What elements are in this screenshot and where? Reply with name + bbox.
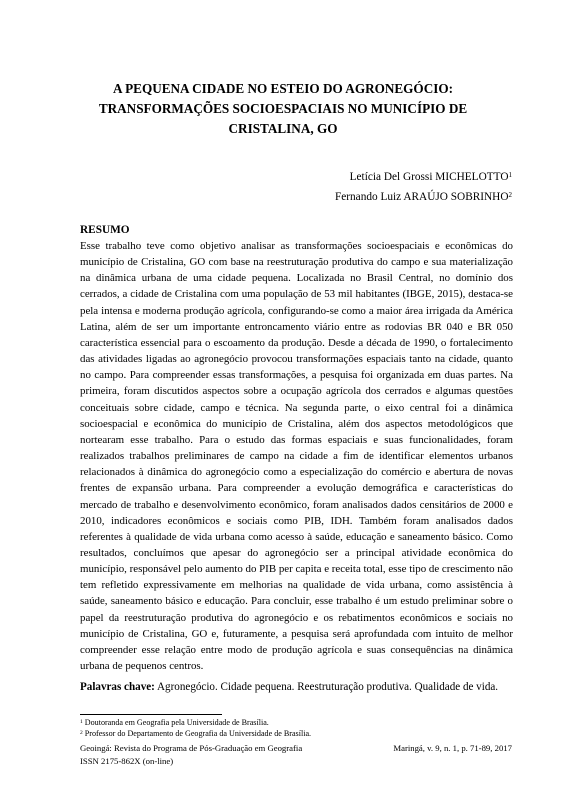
author-list (335, 167, 512, 207)
footnote-2-text: Professor do Departamento de Geografia da Universidade de Brasília. (84, 729, 312, 738)
footnote-divider (80, 714, 222, 715)
article-title (60, 79, 506, 139)
footnote-2 (80, 728, 311, 739)
footnote-1 (80, 717, 311, 728)
abstract-heading: RESUMO (80, 224, 130, 236)
footnote-2-mark: 2 (80, 730, 83, 736)
journal-info (80, 742, 302, 768)
author-2-name: Fernando Luiz ARAÚJO SOBRINHO (334, 191, 509, 203)
keywords-text: Agronegócio. Cidade pequena. Reestruturação produtiva. Qualidade de vida. (157, 681, 499, 693)
keywords (80, 680, 520, 694)
author-2-mark: 2 (508, 191, 512, 199)
journal-citation: Maringá, v. 9, n. 1, p. 71-89, 2017 (393, 743, 512, 753)
footnote-1-text: Doutoranda em Geografia pela Universidade de Brasília. (84, 718, 269, 727)
author-1 (335, 167, 512, 187)
keywords-label: Palavras chave: (80, 681, 155, 693)
journal-issn: ISSN 2175-862X (on-line) (80, 756, 174, 766)
title-line-2: TRANSFORMAÇÕES SOCIOESPACIAIS NO MUNICÍPIO DE (98, 101, 468, 116)
journal-name: Geoingá: Revista do Programa de Pós-Graduação em Geografia (80, 743, 303, 753)
author-1-mark: 1 (508, 171, 512, 179)
author-1-name: Letícia Del Grossi MICHELOTTO (349, 171, 509, 183)
author-2 (335, 187, 512, 207)
footnotes (80, 717, 311, 739)
abstract-body: Esse trabalho teve como objetivo analisar as transformações socioespaciais e econômicas do município de Cristalina, GO com base na reestruturação produtiva do campo e sua materialização na dinâmica urbana de uma cidade pequena. Localizada no Brasil Central, no domínio dos cerrados, a cidade de Cristalina com uma população de 53 mil habitantes (IBGE, 2015), destaca-se pela intensa e moderna produção agrícola, configurando-se como a maior área irrigada da América Latina, além de ser um importante entroncamento viário entre as rodovias BR 040 e BR 050 característica essencial para o escoamento da produção. Desde a década de 1990, o fortalecimento das atividades ligadas ao agronegócio provocou transformações espaciais tanto na cidade, quanto no campo. Para compreender essas transformações, a pesquisa foi organizada em duas partes. Na primeira, foram discutidos aspectos sobre a ocupação agrícola dos cerrados e algumas questões conceituais sobre cidade, campo e técnica. Na segunda parte, o eixo central foi a dinâmica socioespacial e econômica do município de Cristalina, além dos aspectos metodológicos que nortearam esse trabalho. Para o estudo das formas espaciais e suas funcionalidades, foram realizados trabalhos preliminares de campo na cidade a fim de identificar elementos urbanos relacionados à dinâmica do agronegócio como a especialização do comércio e abertura de novas frentes de expansão urbana. Para compreender a evolução demográfica e características do mercado de trabalho e desenvolvimento econômico, foram analisados dados censitários de 2000 e 2010, indicadores econômicos e sociais como PIB, IDH. Também foram analisados dados referentes à qualidade de vida urbana como acesso à saúde, educação e saneamento básico. Como resultados, concluímos que apesar do agronegócio ser a principal atividade econômica do município, responsável pelo aumento do PIB per capita e receita total, esse tipo de crescimento não tem refletido expressivamente em melhorias na qualidade de vida urbana, como assistência à saúde, saneamento básico e educação. Para concluir, esse trabalho é um estudo preliminar sobre o papel da reestruturação produtiva do agronegócio e os rebatimentos econômicos e sociais no município de Cristalina, GO e, futuramente, a pesquisa será aprofundada com intuito de melhor compreender esse relação entre modo de produção agrícola e suas consequências na dinâmica urbana de pequenos centros. (80, 240, 513, 673)
title-line-1: A PEQUENA CIDADE NO ESTEIO DO AGRONEGÓCIO: (113, 81, 453, 96)
title-line-3: CRISTALINA, GO (228, 121, 338, 136)
footnote-1-mark: 1 (80, 719, 83, 725)
